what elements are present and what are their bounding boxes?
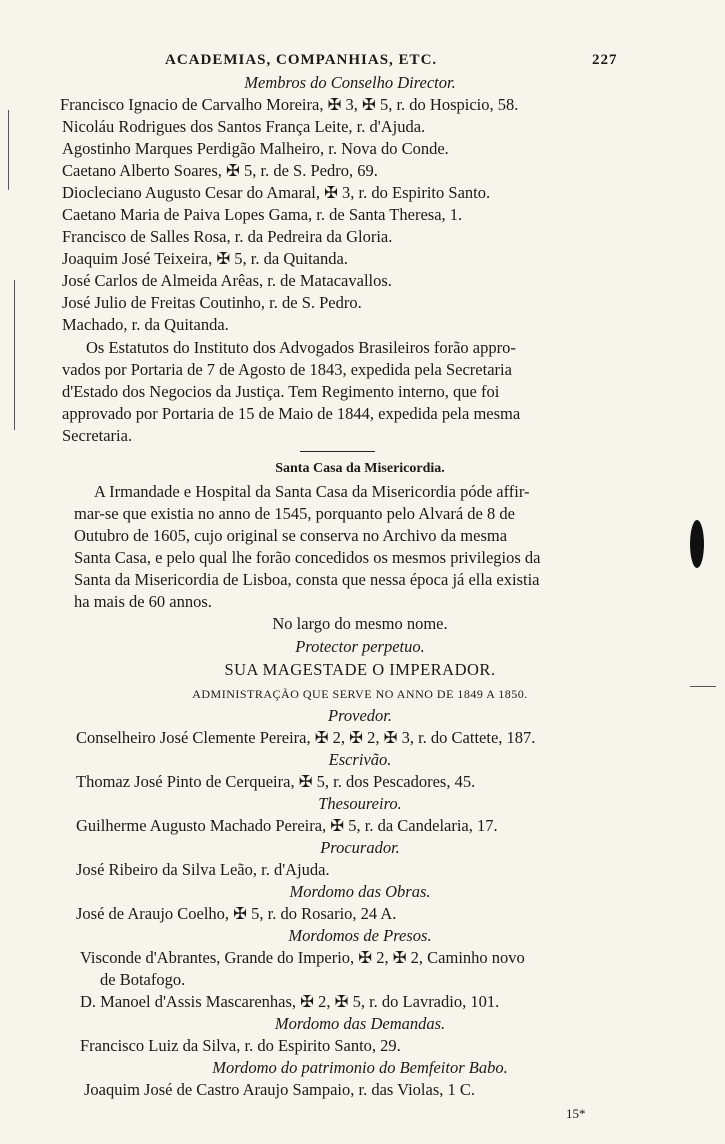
member-line: Diocleciano Augusto Cesar do Amaral, ✠ 3, r. do Espirito Santo. [62,183,491,202]
protector-label: Protector perpetuo. [295,637,425,656]
conselho-heading: Membros do Conselho Director. [244,73,456,92]
paragraph-line: d'Estado dos Negocios da Justiça. Tem Regimento interno, que foi [62,382,500,401]
margin-mark-left [14,280,15,430]
running-header-title: ACADEMIAS, COMPANHIAS, ETC. [165,52,438,68]
paragraph-line: ha mais de 60 annos. [74,592,212,611]
office-holder-line: D. Manoel d'Assis Mascarenhas, ✠ 2, ✠ 5, r. do Lavradio, 101. [80,992,500,1011]
paragraph-line: Secretaria. [62,426,133,445]
member-line: Francisco de Salles Rosa, r. da Pedreira da Gloria. [62,227,393,246]
office-title-provedor: Provedor. [327,706,392,725]
office-holder-line: de Botafogo. [100,970,186,989]
page-number: 227 [592,52,618,68]
office-holder-line: Francisco Luiz da Silva, r. do Espirito Santo, 29. [80,1036,401,1055]
location-line: No largo do mesmo nome. [272,614,448,633]
member-line: Nicoláu Rodrigues dos Santos França Leite, r. d'Ajuda. [62,117,426,136]
protector-name: SUA MAGESTADE O IMPERADOR. [224,660,496,679]
office-holder-line: Guilherme Augusto Machado Pereira, ✠ 5, r. da Candelaria, 17. [76,816,498,835]
member-line: Machado, r. da Quitanda. [62,315,229,334]
office-holder-line: José de Araujo Coelho, ✠ 5, r. do Rosario, 24 A. [76,904,397,923]
paragraph-line: mar-se que existia no anno de 1545, porquanto pelo Alvará de 8 de [74,504,515,523]
paragraph-line: approvado por Portaria de 15 de Maio de 1844, expedida pela mesma [62,404,521,423]
margin-mark-right [690,686,716,687]
paragraph-line: Santa Casa, e pelo qual lhe forão concedidos os mesmos privilegios da [74,548,541,567]
member-line: Joaquim José Teixeira, ✠ 5, r. da Quitanda. [62,249,348,268]
paragraph-line: Os Estatutos do Instituto dos Advogados Brasileiros forão appro- [86,338,516,357]
office-holder-line: Joaquim José de Castro Araujo Sampaio, r. das Violas, 1 C. [84,1080,476,1099]
office-holder-line: Visconde d'Abrantes, Grande do Imperio, ✠ 2, ✠ 2, Caminho novo [80,948,525,967]
office-title-mordomos-presos: Mordomos de Presos. [288,926,432,945]
member-line: José Carlos de Almeida Arêas, r. de Matacavallos. [62,271,392,290]
signature-mark: 15* [566,1106,586,1121]
member-line: Caetano Alberto Soares, ✠ 5, r. de S. Pedro, 69. [62,161,378,180]
paragraph-line: vados por Portaria de 7 de Agosto de 1843, expedida pela Secretaria [62,360,512,379]
member-line: José Julio de Freitas Coutinho, r. de S. Pedro. [62,293,362,312]
office-title-mordomo-patrimonio: Mordomo do patrimonio do Bemfeitor Babo. [212,1058,508,1077]
office-title-mordomo-demandas: Mordomo das Demandas. [274,1014,446,1033]
member-line: Agostinho Marques Perdigão Malheiro, r. Nova do Conde. [62,139,449,158]
office-holder-line: José Ribeiro da Silva Leão, r. d'Ajuda. [76,860,330,879]
paragraph-line: A Irmandade e Hospital da Santa Casa da Misericordia póde affir- [94,482,530,501]
paragraph-line: Santa da Misericordia de Lisboa, consta que nessa época já ella existia [74,570,540,589]
ink-smudge [690,520,704,568]
office-title-procurador: Procurador. [320,838,400,857]
section-divider [300,451,375,452]
office-title-thesoureiro: Thesoureiro. [318,794,402,813]
office-holder-line: Thomaz José Pinto de Cerqueira, ✠ 5, r. dos Pescadores, 45. [76,772,476,791]
office-title-mordomo-obras: Mordomo das Obras. [289,882,431,901]
office-holder-line: Conselheiro José Clemente Pereira, ✠ 2, ✠ 2, ✠ 3, r. do Cattete, 187. [76,728,536,747]
margin-mark-left [8,110,9,190]
member-line: Francisco Ignacio de Carvalho Moreira, ✠ 3, ✠ 5, r. do Hospicio, 58. [60,95,519,114]
member-line: Caetano Maria de Paiva Lopes Gama, r. de Santa Theresa, 1. [62,205,463,224]
paragraph-line: Outubro de 1605, cujo original se conserva no Archivo da mesma [74,526,508,545]
office-title-escrivao: Escrivão. [328,750,392,769]
santa-casa-heading: Santa Casa da Misericordia. [275,461,445,476]
administration-line: ADMINISTRAÇÃO QUE SERVE NO ANNO DE 1849 A 1850. [192,687,528,701]
